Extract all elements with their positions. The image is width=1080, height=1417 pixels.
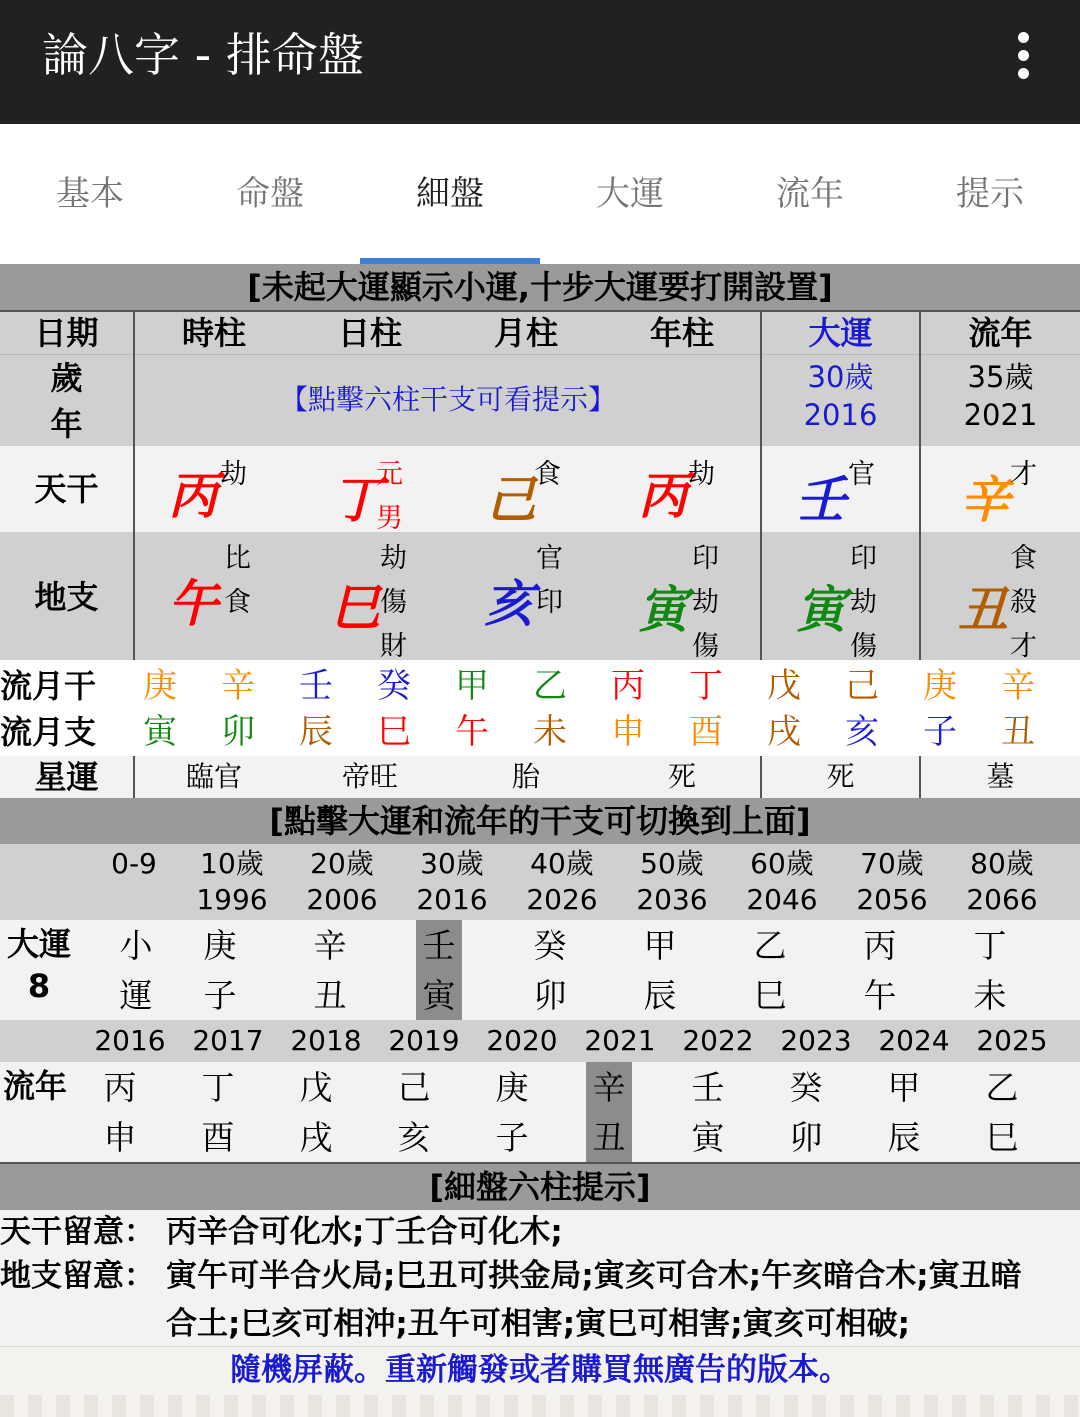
tiangan-day-god2: 男 [376,503,403,534]
tab-liunian[interactable]: 流年 [776,174,844,214]
dizhi-dayun-god1: 印 [850,543,877,574]
dayun-year: 2036 [636,883,708,916]
dizhi-hour-god2: 食 [224,587,251,618]
ad-banner[interactable] [0,1346,1080,1417]
dayun-age: 80歲 [970,847,1034,880]
liunian-year: 2020 [486,1024,558,1057]
liuyue-zhi-cell: 寅 [143,712,177,752]
liunian-zhi[interactable]: 卯 [789,1118,823,1157]
dizhi-liunian-god1: 食 [1010,543,1037,574]
liunian-year: 2018 [290,1024,362,1057]
dayun-age: 70歲 [860,847,924,880]
liunian-year: 2025 [976,1024,1048,1057]
app-title: 論八字 - 排命盤 [42,28,364,82]
liunian-zhi[interactable]: 酉 [201,1118,235,1157]
liuyue-zhi-cell: 酉 [689,712,723,752]
liunian-year: 2019 [388,1024,460,1057]
banner-top: [未起大運顯示小運,十步大運要打開設置] [0,264,1080,310]
liuyue-zhi-cell: 申 [611,712,645,752]
liuyue-gan-cell: 丙 [611,666,645,706]
tiangan-liunian[interactable]: 辛 [960,471,1010,529]
liuyue-zhi-cell: 午 [455,712,489,752]
col-date: 日期 [34,314,99,352]
tab-tips[interactable]: 提示 [956,174,1024,214]
col-day: 日柱 [337,314,402,352]
app-bar [0,0,1080,124]
dayun-age: 20歲 [310,847,374,880]
banner-bottom: [細盤六柱提示] [0,1164,1080,1210]
dizhi-year[interactable]: 寅 [638,581,688,639]
col-dayun: 大運 [808,314,873,352]
dayun-zhi[interactable]: 未 [973,976,1007,1015]
tiangan-month[interactable]: 己 [486,471,536,529]
dizhi-month-god2: 印 [536,587,563,618]
dayun-age: 50歲 [640,847,704,880]
dayun-zhi[interactable]: 午 [863,976,897,1015]
dayun-zhi[interactable]: 卯 [533,976,567,1015]
dayun-year: 2056 [856,883,928,916]
liunian-gan[interactable]: 甲 [887,1068,921,1107]
liunian-age: 35歲 [967,360,1034,394]
dayun-gan[interactable]: 小 [119,926,153,965]
dayun-gan[interactable]: 庚 [203,926,237,965]
dayun-year: 1996 [196,883,268,916]
dizhi-month[interactable]: 亥 [484,575,534,633]
liuyue-gan-cell: 辛 [1001,666,1035,706]
liuyue-zhi-cell: 未 [533,712,567,752]
ad-pattern [0,1395,1080,1417]
tip-dizhi-text-2: 合土;巳亥可相沖;丑午可相害;寅巳可相害;寅亥可相破; [166,1306,910,1342]
dayun-count: 8 [27,967,51,1005]
dayun-zhi[interactable]: 子 [203,976,237,1015]
dayun-year: 2016 [803,398,878,432]
liunian-gan[interactable]: 丙 [103,1068,137,1107]
liunian-year: 2021 [963,398,1038,432]
liunian-gan[interactable]: 癸 [789,1068,823,1107]
dayun-year: 2046 [746,883,818,916]
dayun-gan[interactable]: 丙 [863,926,897,965]
xingyun-dayun: 死 [826,760,855,793]
dizhi-year-god2: 劫 [692,587,719,618]
tab-bar [0,124,1080,264]
dayun-zhi[interactable]: 運 [119,976,153,1015]
tip-dizhi-label: 地支留意： [0,1258,155,1294]
dayun-year: 2006 [306,883,378,916]
dizhi-liunian[interactable]: 丑 [958,581,1008,639]
liuyue-zhi-cell: 亥 [845,712,879,752]
dayun-gan[interactable]: 辛 [313,926,347,965]
liunian-gan[interactable]: 丁 [201,1068,235,1107]
dizhi-liunian-god3: 才 [1010,631,1037,662]
tab-dayun[interactable]: 大運 [596,174,664,214]
dizhi-dayun[interactable]: 寅 [796,581,846,639]
liunian-year: 2022 [682,1024,754,1057]
liuyue-zhi-cell: 丑 [1001,712,1035,752]
tiangan-label: 天干 [34,470,99,508]
dayun-year: 2016 [416,883,488,916]
tip-tiangan-text: 丙辛合可化水;丁壬合可化木; [166,1214,563,1250]
liuyue-gan-cell: 癸 [377,666,411,706]
dayun-age: 0-9 [111,847,157,880]
tip-tiangan-label: 天干留意： [0,1214,155,1250]
liunian-year: 2017 [192,1024,264,1057]
dayun-zhi[interactable]: 辰 [643,976,677,1015]
tiangan-hour[interactable]: 丙 [168,467,218,525]
dayun-year: 2066 [966,883,1038,916]
dayun-gan[interactable]: 丁 [973,926,1007,965]
tiangan-day-god1: 元 [376,459,403,490]
dayun-age: 60歲 [750,847,814,880]
liunian-label: 流年 [2,1067,67,1105]
liunian-zhi[interactable]: 寅 [691,1118,725,1157]
liunian-zhi[interactable]: 申 [103,1118,137,1157]
tiangan-year[interactable]: 丙 [638,467,688,525]
liunian-gan[interactable]: 壬 [691,1068,725,1107]
dayun-year: 2026 [526,883,598,916]
liunian-zhi[interactable]: 辰 [887,1118,921,1157]
col-year: 年柱 [649,314,714,352]
liunian-gan[interactable]: 己 [397,1068,431,1107]
liuyue-gan-cell: 己 [845,666,879,706]
dayun-gan[interactable]: 乙 [753,926,787,965]
tiangan-dayun-god: 官 [848,459,875,490]
dizhi-label: 地支 [34,578,99,616]
liunian-year: 2024 [878,1024,950,1057]
dizhi-year-god3: 傷 [692,631,719,662]
tab-basic[interactable]: 基本 [56,174,124,214]
dizhi-liunian-god2: 殺 [1010,587,1037,618]
liuyue-gan-label: 流月干 [0,667,97,705]
liuyue-gan-cell: 壬 [299,666,333,706]
banner-mid: [點擊大運和流年的干支可切換到上面] [0,798,1080,844]
liunian-zhi[interactable]: 巳 [985,1118,1019,1157]
col-month: 月柱 [493,314,558,352]
liunian-zhi[interactable]: 子 [495,1118,529,1157]
dayun-gan[interactable]: 癸 [533,926,567,965]
tiangan-day[interactable]: 丁 [332,471,382,529]
liunian-gan[interactable]: 乙 [985,1068,1019,1107]
liunian-year: 2021 [584,1024,656,1057]
liunian-zhi[interactable]: 戌 [299,1118,333,1157]
year-label: 年 [50,405,83,443]
liuyue-zhi-cell: 戌 [767,712,801,752]
liuyue-zhi-cell: 卯 [221,712,255,752]
dayun-age: 30歲 [807,360,874,394]
liunian-gan[interactable]: 辛 [592,1068,626,1107]
liuyue-zhi-cell: 辰 [299,712,333,752]
dizhi-day-god1: 劫 [380,543,407,574]
col-liunian: 流年 [968,314,1033,352]
liuyue-gan-cell: 乙 [533,666,567,706]
xingyun-year: 死 [667,760,696,793]
tab-chart[interactable]: 命盤 [236,174,304,214]
dizhi-month-god1: 官 [536,543,563,574]
dayun-gan[interactable]: 甲 [643,926,677,965]
ad-text[interactable]: 隨機屏蔽。重新觸發或者購買無廣告的版本。 [230,1352,850,1388]
liunian-zhi[interactable]: 丑 [592,1118,626,1157]
liuyue-gan-cell: 甲 [455,666,489,706]
liuyue-gan-cell: 戊 [767,666,801,706]
xingyun-month: 胎 [511,760,540,793]
xingyun-liunian: 墓 [986,760,1015,793]
dayun-zhi[interactable]: 巳 [753,976,787,1015]
dayun-zhi[interactable]: 丑 [313,976,347,1015]
xingyun-hour: 臨官 [185,760,242,793]
dayun-age: 10歲 [200,847,264,880]
dizhi-dayun-god2: 劫 [850,587,877,618]
dizhi-hour[interactable]: 午 [168,575,218,633]
tiangan-liunian-god: 才 [1010,459,1037,490]
dayun-gan[interactable]: 壬 [422,926,456,965]
liuyue-gan-cell: 辛 [221,666,255,706]
col-hour: 時柱 [181,314,246,352]
age-label: 歲 [50,359,83,397]
tiangan-year-god: 劫 [688,459,715,490]
dizhi-day[interactable]: 巳 [330,579,380,637]
dizhi-hour-god1: 比 [224,543,251,574]
dayun-age: 30歲 [420,847,484,880]
dayun-zhi[interactable]: 寅 [422,976,456,1015]
liuyue-gan-cell: 庚 [143,666,177,706]
dizhi-dayun-god3: 傷 [850,631,877,662]
liunian-year: 2016 [94,1024,166,1057]
tiangan-hour-god: 劫 [220,459,247,490]
dizhi-day-god2: 傷 [380,587,407,618]
dizhi-day-god3: 財 [380,631,407,662]
tip-hint-link[interactable]: 【點擊六柱干支可看提示】 [279,383,616,416]
liunian-year: 2023 [780,1024,852,1057]
liunian-zhi[interactable]: 亥 [397,1118,431,1157]
tiangan-month-god: 食 [534,459,561,490]
liuyue-gan-cell: 庚 [923,666,957,706]
liuyue-zhi-label: 流月支 [0,713,97,751]
tip-dizhi-text-1: 寅午可半合火局;巳丑可拱金局;寅亥可合木;午亥暗合木;寅丑暗 [166,1258,1022,1294]
liunian-gan[interactable]: 庚 [495,1068,529,1107]
xingyun-day: 帝旺 [341,760,398,793]
liuyue-gan-cell: 丁 [689,666,723,706]
tiangan-dayun[interactable]: 壬 [796,471,846,529]
liunian-gan[interactable]: 戊 [299,1068,333,1107]
tab-detail[interactable]: 細盤 [416,174,484,214]
dayun-age: 40歲 [530,847,594,880]
liuyue-zhi-cell: 子 [923,712,957,752]
dizhi-year-god1: 印 [692,543,719,574]
liuyue-zhi-cell: 巳 [377,712,411,752]
xingyun-label: 星運 [34,758,99,796]
overflow-menu-icon[interactable] [1000,22,1050,88]
dayun-label: 大運 [6,925,71,963]
